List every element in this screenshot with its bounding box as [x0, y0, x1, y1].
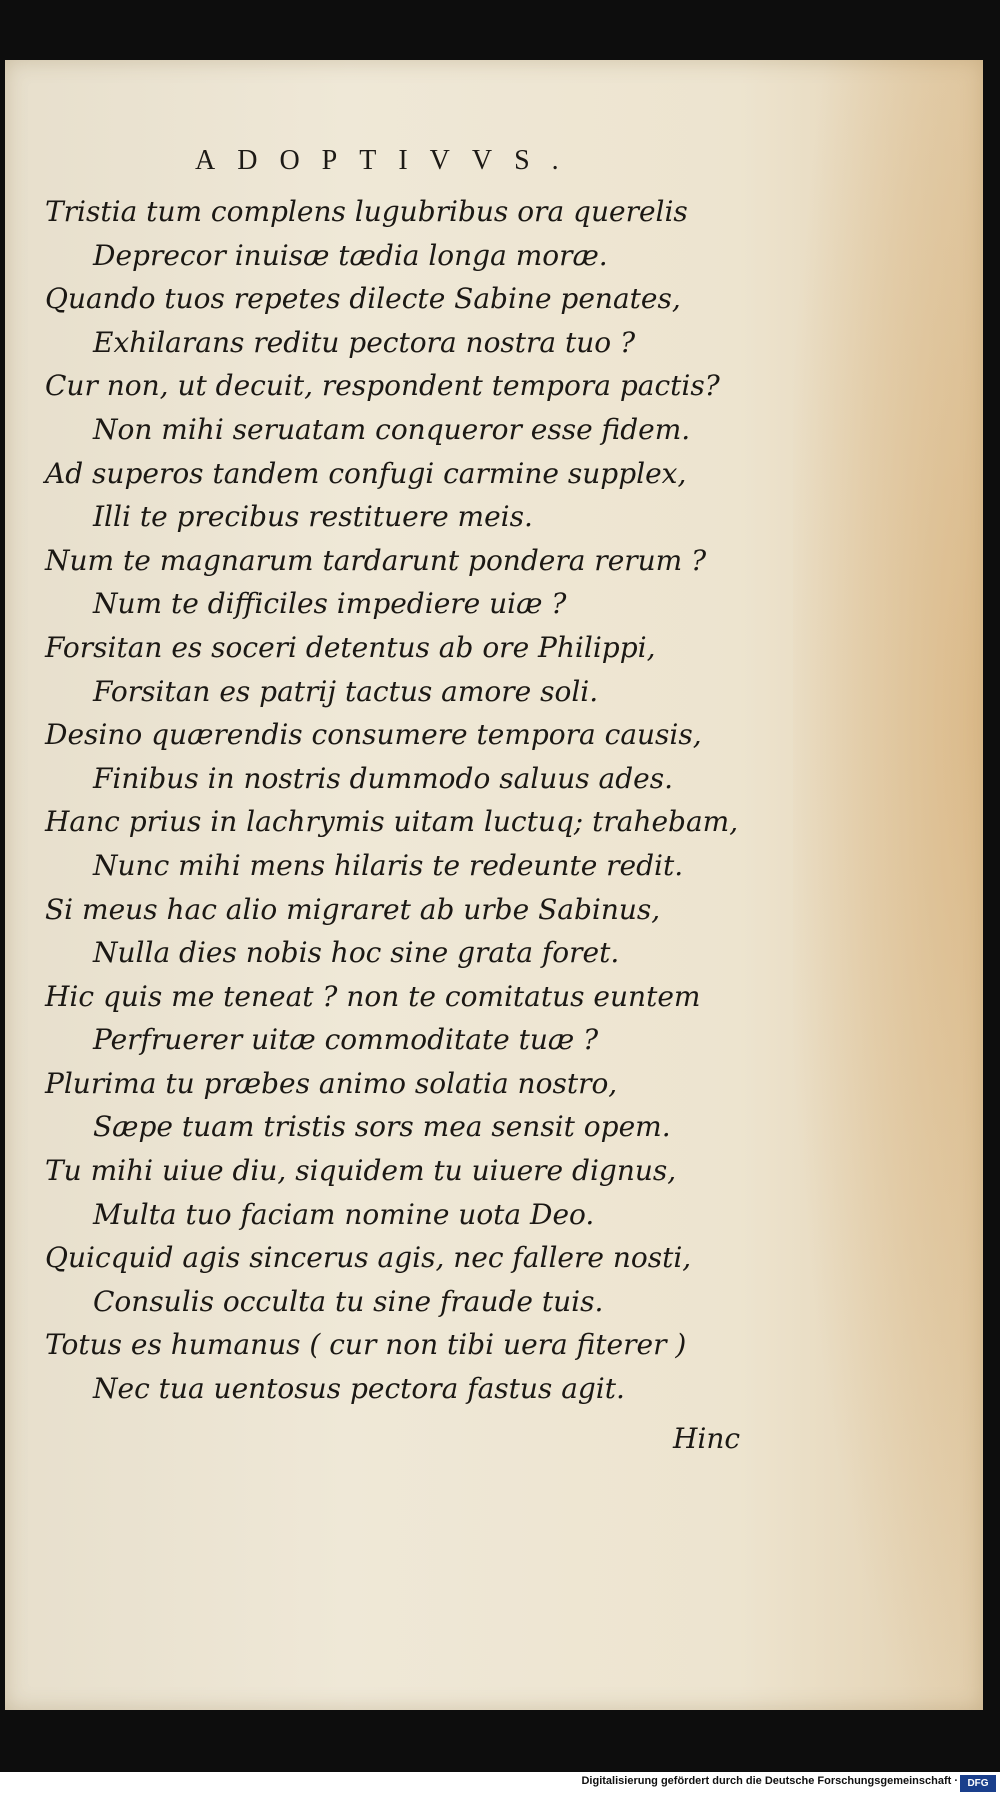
verse-line: Illi te precibus restituere meis. [93, 500, 533, 534]
verse-line: Nec tua uentosus pectora fastus agit. [93, 1372, 625, 1406]
verse-line: Hic quis me teneat ? non te comitatus euntem [45, 979, 701, 1013]
verse-line: Nunc mihi mens hilaris te redeunte redit. [93, 848, 684, 882]
verse-line: Finibus in nostris dummodo saluus ades. [93, 761, 674, 795]
catchword: Hinc [673, 1422, 741, 1455]
verse-line: Quicquid agis sincerus agis, nec fallere nosti, [45, 1241, 692, 1275]
verse-line: Ad superos tandem confugi carmine supplex, [45, 456, 687, 490]
verse-line: Consulis occulta tu sine fraude tuis. [93, 1284, 604, 1318]
verse-line: Hanc prius in lachrymis uitam luctuq; trahebam, [45, 805, 739, 839]
verse-line: Perfruerer uitæ commoditate tuæ ? [93, 1023, 599, 1057]
verse-line: Si meus hac alio migraret ab urbe Sabinus, [45, 892, 661, 926]
verse-line: Num te difficiles impediere uiæ ? [93, 587, 567, 621]
verse-line: Sæpe tuam tristis sors mea sensit opem. [93, 1110, 671, 1144]
funding-credit: Digitalisierung gefördert durch die Deutsche Forschungsgemeinschaft · [581, 1775, 958, 1787]
verse-line: Totus es humanus ( cur non tibi uera fiterer ) [45, 1328, 687, 1362]
dfg-logo-icon: DFG [960, 1775, 996, 1792]
verse-block [45, 190, 925, 1411]
verse-line: Num te magnarum tardarunt pondera rerum ? [45, 543, 707, 577]
verse-line: Cur non, ut decuit, respondent tempora pactis? [45, 369, 720, 403]
book-page [5, 60, 983, 1710]
verse-line: Multa tuo faciam nomine uota Deo. [93, 1197, 595, 1231]
verse-line: Non mihi seruatam conqueror esse fidem. [93, 412, 691, 446]
verse-line: Exhilarans reditu pectora nostra tuo ? [93, 325, 636, 359]
digitization-footer [0, 1772, 1000, 1794]
verse-line: Nulla dies nobis hoc sine grata foret. [93, 936, 620, 970]
verse-line: Tu mihi uiue diu, siquidem tu uiuere dignus, [45, 1154, 677, 1188]
verse-line: Forsitan es patrij tactus amore soli. [93, 674, 599, 708]
verse-line: Forsitan es soceri detentus ab ore Philippi, [45, 630, 656, 664]
verse-line: Quando tuos repetes dilecte Sabine penates, [45, 282, 681, 316]
verse-line: Tristia tum complens lugubribus ora querelis [45, 195, 688, 228]
verse-line: Deprecor inuisæ tædia longa moræ. [93, 238, 608, 272]
running-head: ADOPTIVVS. [195, 145, 581, 176]
verse-line: Desino quærendis consumere tempora causis, [45, 718, 702, 752]
verse-line: Plurima tu præbes animo solatia nostro, [45, 1066, 618, 1100]
